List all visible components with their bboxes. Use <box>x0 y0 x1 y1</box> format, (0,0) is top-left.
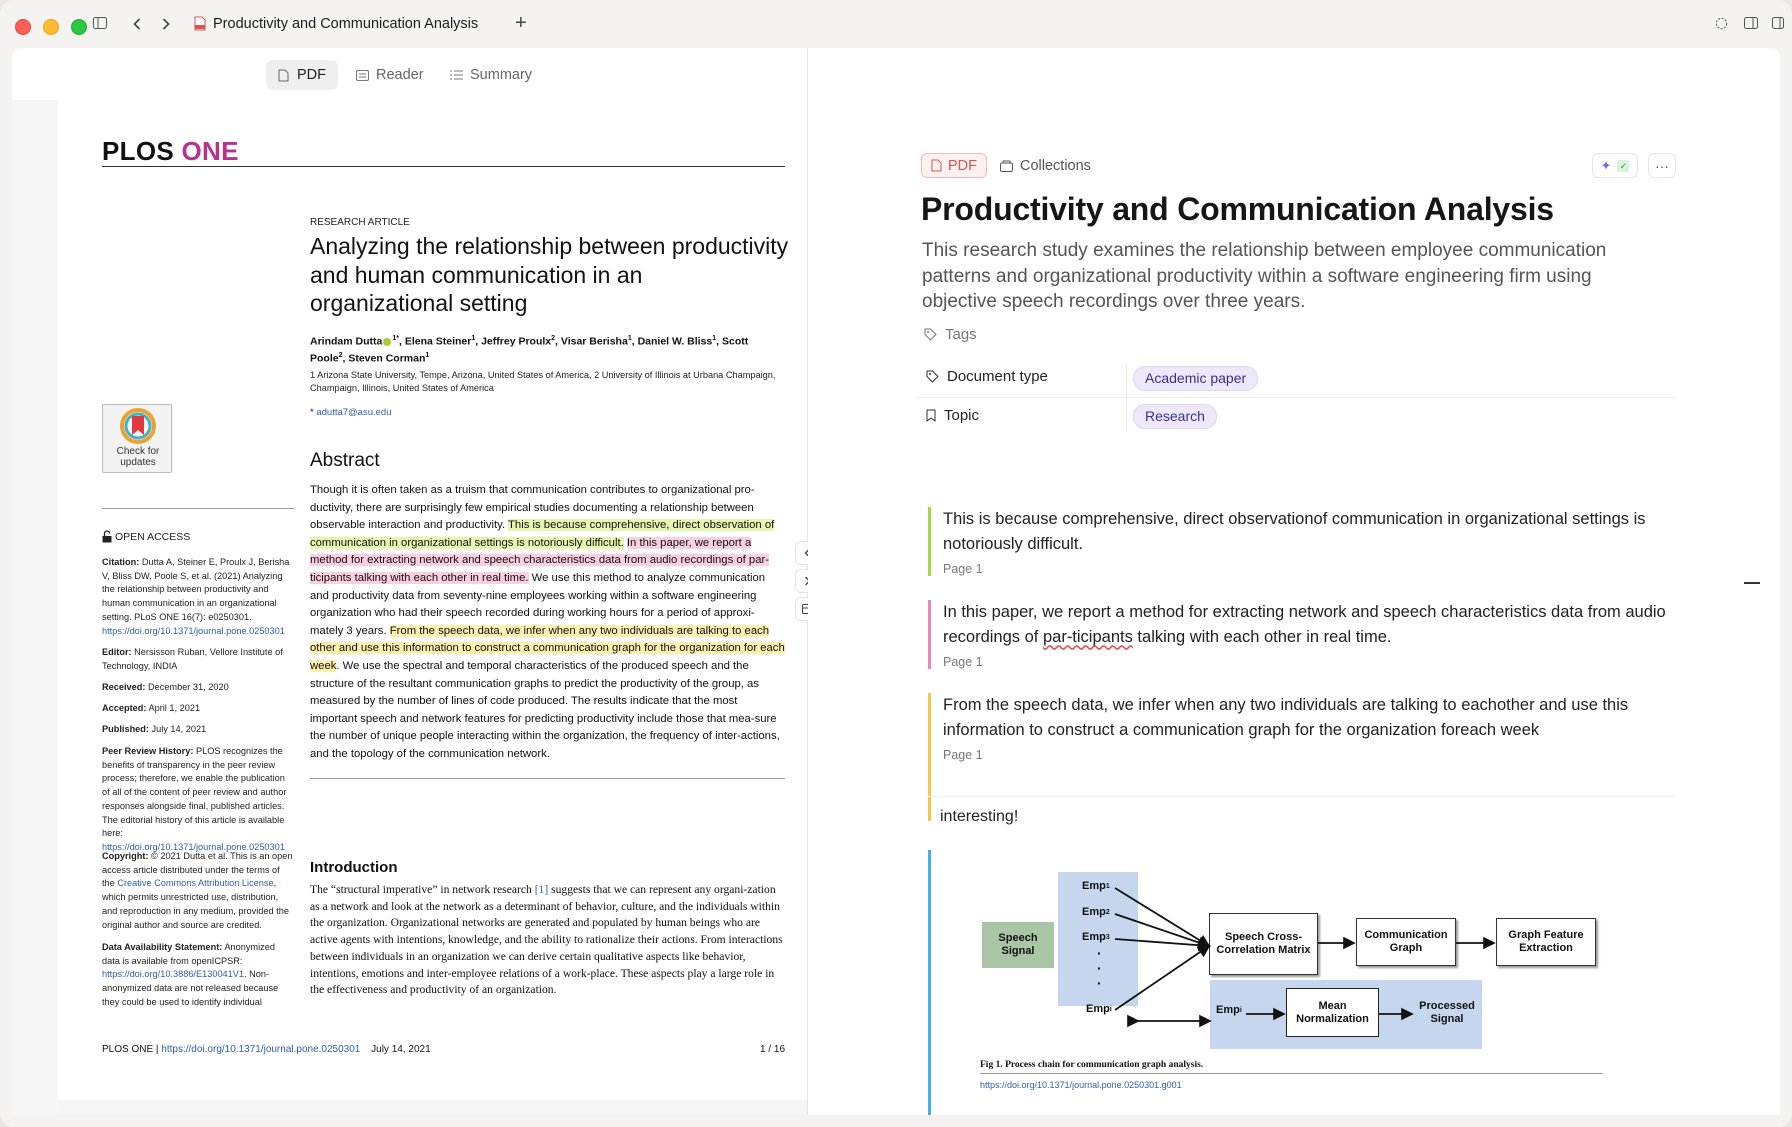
highlight-card[interactable] <box>928 693 1668 821</box>
check-for-updates-label: Check for updates <box>116 446 160 468</box>
tab-title[interactable]: Productivity and Communication Analysis <box>213 16 479 32</box>
pdf-file-icon <box>194 16 206 31</box>
topic-label <box>926 407 979 424</box>
more-icon: ··· <box>1655 157 1669 174</box>
document-type-badge[interactable]: Academic paper <box>1133 366 1258 391</box>
more-options-button[interactable] <box>1648 153 1676 178</box>
footer-date: July 14, 2021 <box>371 1044 431 1055</box>
document-type-label <box>926 368 1048 385</box>
copyright-text-end: , which permits unrestricted use, distribution, and reproduction in any medium, provided the original author and source are credited. <box>102 878 289 930</box>
author-sup: 1 <box>712 335 717 342</box>
data-availability-block <box>102 941 294 1010</box>
author: Steven Corman <box>348 352 426 364</box>
orcid-icon <box>383 338 391 346</box>
pdf-icon <box>278 69 290 82</box>
author-sup: 1 <box>471 335 476 342</box>
journal-logo-one: ONE <box>181 136 239 166</box>
emp-i-2-label <box>1216 1004 1242 1017</box>
emp-2-label <box>1082 906 1110 919</box>
zoom-window-button[interactable] <box>71 19 87 35</box>
data-availability-link[interactable]: https://doi.org/10.3886/E130041V1 <box>102 969 245 980</box>
highlight-text-start: In this paper, we report a method for extracting network and speech characteristics data from audio recordings of <box>943 603 1666 646</box>
peer-review-block <box>102 745 294 855</box>
highlight-page: Page 1 <box>943 748 983 762</box>
new-tab-button[interactable]: + <box>515 12 527 34</box>
emp-3-text: Emp <box>1082 931 1106 943</box>
document-title[interactable]: Productivity and Communication Analysis <box>921 191 1554 227</box>
author-sup: 1* <box>392 335 399 342</box>
abstract-body[interactable] <box>310 482 785 764</box>
published-block <box>102 723 206 737</box>
intro-body <box>310 882 785 999</box>
tag-icon <box>924 328 937 341</box>
back-icon[interactable] <box>133 18 141 30</box>
author: Daniel W. Bliss <box>637 335 713 348</box>
tab-summary-label: Summary <box>470 67 533 83</box>
close-window-button[interactable] <box>15 19 31 35</box>
affiliations: 1 Arizona State University, Tempe, Arizona, United States of America, 2 University of Illinois at Urbana Champaign, Champaign, Illinois, United States of America <box>310 370 776 393</box>
mean-normalization-box: Mean Normalization <box>1286 988 1379 1037</box>
collections-button[interactable] <box>1000 155 1091 177</box>
abstract-text: Though it is often taken as a truism that communication contributes to organizational pro-ductivity, there are surprisingly few empirical studies documenting a relationship between observable interaction and productivity. <box>310 484 755 532</box>
tab-reader[interactable] <box>344 60 436 90</box>
pdf-source-badge[interactable] <box>921 153 987 178</box>
corresponding-email <box>310 407 392 418</box>
processed-signal-label: Processed Signal <box>1419 1000 1475 1025</box>
document-type-value[interactable] <box>1133 366 1258 391</box>
communication-graph-box: Communication Graph <box>1356 918 1456 966</box>
emp-i-text: Emp <box>1086 1003 1110 1015</box>
topic-badge[interactable]: Research <box>1133 404 1217 429</box>
license-link[interactable]: Creative Commons Attribution License <box>117 878 274 889</box>
copyright-block <box>102 850 294 932</box>
topic-value[interactable] <box>1133 404 1217 429</box>
prop-divider <box>1126 364 1127 397</box>
copyright-label: Copyright: <box>102 851 149 861</box>
open-access <box>102 530 190 543</box>
forward-icon[interactable] <box>162 18 170 30</box>
copyright-text: © 2021 Dutta et al. This is an open access article distributed under the terms of the <box>102 851 293 889</box>
accepted-block <box>102 702 200 716</box>
highlight-card[interactable] <box>928 507 1668 576</box>
tab-pdf-label: PDF <box>297 67 326 83</box>
figure-link[interactable]: https://doi.org/10.1371/journal.pone.0250301.g001 <box>980 1080 1182 1090</box>
tab-summary[interactable] <box>438 60 544 90</box>
highlight-yellow[interactable]: From the speech data, we infer when any two individuals are talking to each other and use this information to construct a communication graph for the organization for each week <box>310 624 785 672</box>
sidebar-rule <box>102 508 294 509</box>
intro-heading: Introduction <box>310 859 398 876</box>
page-gap <box>58 1100 807 1115</box>
screenshot-icon[interactable] <box>1715 17 1728 30</box>
bookmark-ribbon-icon <box>120 408 156 444</box>
tab-reader-label: Reader <box>376 67 424 83</box>
author-sup: 1 <box>627 335 632 342</box>
emp-1-sub: 1 <box>1105 883 1110 890</box>
tab-pdf[interactable] <box>266 60 338 90</box>
email-star: * <box>310 407 314 418</box>
cross-correlation-box: Speech Cross-Correlation Matrix <box>1209 913 1318 975</box>
spellcheck-word: par-ticipants <box>1042 627 1133 646</box>
accepted-label: Accepted: <box>102 703 147 713</box>
emp-3-sub: 3 <box>1105 934 1110 941</box>
author-list: Arindam Dutta $^{1*}$, Elena Steiner$^1$, Jeffrey Proulx$^2$, Visar Berisha$^1$, Daniel W. Bliss$^1$, Scott Poole$^2$, Steven Corman$^1$ <box>310 335 749 364</box>
sparkle-icon: ✦ <box>1600 157 1612 173</box>
highlight-text: This is because comprehensive, direct observationof communication in organizational settings is notoriously difficult. <box>943 510 1646 553</box>
editor-text: Nersisson Ruban, Vellore Institute of Technology, INDIA <box>102 647 283 671</box>
author-sup: 2 <box>338 351 343 359</box>
data-availability-text-end: . Non-anonymized data are not released because they could be used to identify individual <box>102 969 279 1007</box>
highlight-pink[interactable]: In this paper, we report a method for extracting network and speech characteristics data from audio recordings of par-ticipants talking with each other in real time. <box>310 536 770 584</box>
citation-label: Citation: <box>102 557 140 567</box>
emp-1-text: Emp <box>1082 880 1106 892</box>
split-view-icon[interactable] <box>1744 17 1758 29</box>
collections-icon <box>1000 160 1013 172</box>
author: Visar Berisha <box>560 335 628 348</box>
citation-text: Dutta A, Steiner E, Proulx J, Berisha V, Bliss DW, Poole S, et al. (2021) Analyzing the relationship between productivity and human communication in an organizational setting. PLoS ONE 16(7): e0250301. <box>102 557 290 622</box>
footer-link[interactable]: https://doi.org/10.1371/journal.pone.0250301 <box>161 1044 361 1055</box>
ai-status-button[interactable] <box>1592 153 1638 178</box>
abstract-rule <box>310 778 785 779</box>
highlight-text-end: talking with each other in real time. <box>1132 627 1392 646</box>
abstract-text: We use this method to analyze communication and productivity data from seventy-nine employees working within a software engineering organization who had their speech recorded during working hours for a period of approxi-mately 3 years. <box>310 571 766 637</box>
emp-i-2-text: Emp <box>1216 1004 1240 1016</box>
highlight-page: Page 1 <box>943 562 983 576</box>
prop-divider <box>1126 398 1127 431</box>
pdf-footer <box>102 1044 431 1055</box>
highlight-green[interactable]: This is because comprehensive, direct observation of communication in organizational settings is notoriously difficult. <box>310 519 775 549</box>
data-availability-label: Data Availability Statement: <box>102 942 223 952</box>
summary-icon <box>450 70 463 80</box>
highlight-text: From the speech data, we infer when any two individuals are talking to eachother and use this information to construct a communication graph for the organization foreach week <box>943 696 1629 739</box>
editor-label: Editor: <box>102 647 132 657</box>
emp-3-label <box>1082 931 1110 944</box>
open-lock-icon <box>102 530 112 543</box>
published-label: Published: <box>102 724 149 734</box>
prop-row-divider <box>917 397 1675 398</box>
intro-text: The “structural imperative” in network research <box>310 883 535 896</box>
emp-i-label <box>1086 1003 1112 1016</box>
emp-i-2-sub: i <box>1239 1007 1242 1014</box>
sidebar-toggle-icon[interactable] <box>93 17 107 29</box>
citation-link[interactable]: https://doi.org/10.1371/journal.pone.0250301 <box>102 625 285 636</box>
dots-label: · <box>1097 945 1102 961</box>
tags-label: Tags <box>945 326 977 343</box>
intro-text: suggests that we can represent any organi-zation as a network and look at the network as a determinant of behavior, culture, and the individuals within the organization. Organizational networks are generated and populated by human beings who are active agents with intentions, knowledge, and the ability to rationalize their actions. From interactions between individuals in an organization we can derive certain qualitative aspects like behavior, intentions, emotions and inter-employee relations of a work-place. These aspects play a large role in the effectiveness and productivity of an organization. <box>310 883 783 997</box>
author-sup: 2 <box>551 335 556 342</box>
reader-icon <box>356 70 369 81</box>
author: Arindam Dutta <box>310 335 383 348</box>
tag-icon <box>926 370 939 383</box>
open-access-label: OPEN ACCESS <box>115 530 191 543</box>
check-for-updates-badge[interactable] <box>102 404 172 473</box>
minimize-window-button[interactable] <box>43 19 59 35</box>
emp-i-sub: i <box>1109 1006 1112 1013</box>
emp-2-text: Emp <box>1082 906 1106 918</box>
document-type-text: Document type <box>947 368 1048 385</box>
pdf-gutter <box>12 100 58 1115</box>
caption-rule <box>980 1073 1603 1074</box>
title-bar <box>0 0 1792 48</box>
header-rule <box>102 166 785 167</box>
right-sidebar-icon[interactable] <box>1772 17 1784 29</box>
collections-label: Collections <box>1020 158 1091 174</box>
document-summary[interactable]: This research study examines the relationship between employee communication patterns and organizational productivity within a software engineering firm using objective speech recordings over three years. <box>922 240 1607 313</box>
author-sup: 1 <box>425 351 430 359</box>
intro-reference[interactable]: [1] <box>534 883 549 896</box>
pdf-badge-label: PDF <box>948 157 977 174</box>
peer-review-link[interactable]: https://doi.org/10.1371/journal.pone.0250301 <box>102 841 285 852</box>
article-title: Analyzing the relationship between productivity and human communication in an organizational setting <box>310 233 789 316</box>
topic-text: Topic <box>944 407 980 424</box>
page-number: 1 / 16 <box>760 1044 786 1055</box>
pdf-file-icon <box>931 159 942 172</box>
article-type: RESEARCH ARTICLE <box>310 217 410 228</box>
abstract-heading: Abstract <box>310 450 380 471</box>
footer-separator: | <box>153 1044 162 1055</box>
figure-caption: Fig 1. Process chain for communication graph analysis. <box>980 1060 1204 1070</box>
speech-signal-box: Speech Signal <box>982 922 1054 968</box>
emp-1-label <box>1082 880 1110 893</box>
dots-label: · <box>1097 975 1102 991</box>
highlight-note[interactable]: interesting! <box>940 808 1019 825</box>
footer-journal: PLOS ONE <box>102 1044 154 1055</box>
note-divider <box>928 796 1675 797</box>
highlight-page: Page 1 <box>943 655 983 669</box>
highlight-text <box>943 600 1668 649</box>
citation-block <box>102 556 294 638</box>
bookmark-icon <box>926 409 936 422</box>
highlight-card[interactable] <box>928 600 1668 669</box>
author: Scott Poole <box>310 335 749 364</box>
author: Jeffrey Proulx <box>481 335 552 348</box>
received-block <box>102 681 229 695</box>
author: Elena Steiner <box>404 335 472 348</box>
received-label: Received: <box>102 682 146 692</box>
abstract-text: . We use the spectral and temporal characteristics of the produced speech and the structure of the resultant communication graphs to predict the productivity of the group, as measured by the number of lines of code produced. The results indicate that the most important speech and network features for predicting productivity include those that mea-sure the number of unique people interacting within the organization, the frequency of inter-actions, and the topology of the communication network. <box>310 659 780 760</box>
journal-logo <box>102 136 239 167</box>
data-availability-text: Anonymized data is available from openICPSR: <box>102 942 275 966</box>
email-link[interactable]: adutta7@asu.edu <box>316 407 392 418</box>
check-icon: ✓ <box>1617 160 1629 172</box>
feature-extraction-box: Graph Feature Extraction <box>1496 918 1596 966</box>
emp-2-sub: 2 <box>1105 909 1110 916</box>
peer-review-text: PLOS recognizes the benefits of transparency in the peer review process; therefore, we enable the publication of all of the content of peer review and author responses alongside final, published articles. The editorial history of this article is available here: <box>102 746 287 839</box>
minimize-sidebar-icon[interactable] <box>1744 582 1760 584</box>
tags-field[interactable] <box>924 326 977 343</box>
peer-review-label: Peer Review History: <box>102 746 194 756</box>
published-date: July 14, 2021 <box>151 724 207 734</box>
journal-logo-plos: PLOS <box>102 136 174 166</box>
editor-block <box>102 646 294 673</box>
received-date: December 31, 2020 <box>147 682 229 692</box>
accepted-date: April 1, 2021 <box>148 703 201 713</box>
dots-label: · <box>1097 960 1102 976</box>
